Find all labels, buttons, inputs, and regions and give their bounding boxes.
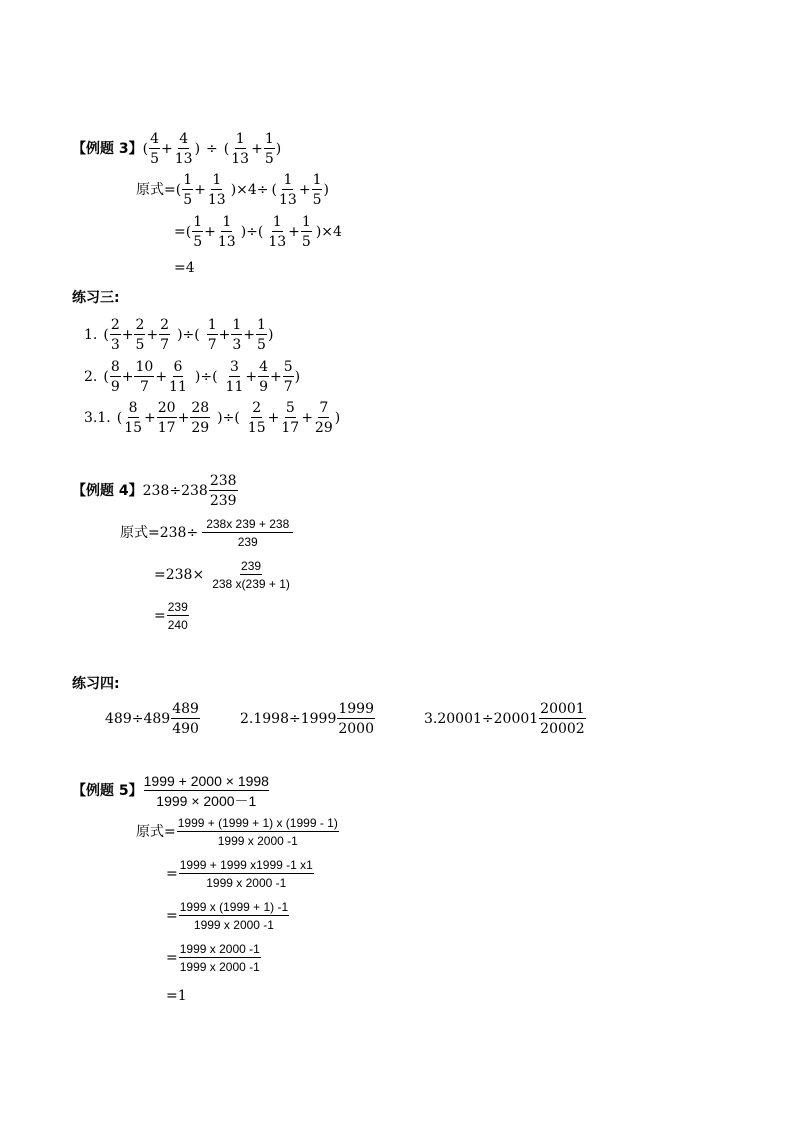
ex3-step3: =4 (174, 260, 195, 276)
ex5-step3: = $\frac{1999 x (1999 + 1) -1}{1999 x 2000 -1}$ (166, 900, 289, 932)
fraction: $\frac{238x 239 + 238}{239}$ (202, 518, 293, 548)
fraction: $\frac{8}{9}$ (110, 359, 120, 395)
fraction: $\frac{489}{490}$ (172, 701, 199, 737)
fraction: $\frac{1}{5}$ (193, 214, 203, 250)
fraction: $\frac{1}{5}$ (312, 172, 322, 208)
fraction: $\frac{2}{7}$ (160, 317, 170, 353)
practice3-item-1: 1. ( $\frac{2}{3}$ + $\frac{2}{5}$ + $\frac{2}{7}$ )÷( $\frac{1}{7}$ + $\frac{1}{3}$ + $\frac{1}{5}$ ) (84, 317, 274, 353)
ex5-step2: = $\frac{1999 + 1999 x1999 -1 x1}{1999 x 2000 -1}$ (166, 858, 313, 890)
ex5-question (72, 774, 270, 808)
fraction: $\frac{1}{5}$ (301, 214, 311, 250)
fraction: $\frac{10}{7}$ (135, 359, 154, 395)
fraction: $\frac{1999 x (1999 + 1) -1}{1999 x 2000 -1}$ (179, 900, 289, 932)
fraction: $\frac{2}{3}$ (110, 317, 120, 353)
fraction: $\frac{1}{5}$ (183, 172, 193, 208)
ex5-step4: = $\frac{1999 x 2000 -1}{1999 x 2000 -1}$ (166, 942, 260, 974)
fraction: $\frac{1}{5}$ (257, 317, 266, 353)
fraction: $\frac{1}{13}$ (217, 214, 236, 250)
practice4-item-3: 3.20001÷20001 $\frac{20001}{20002}$ (424, 701, 585, 737)
ex3-step1: 原式= ( $\frac{1}{5}$ + $\frac{1}{13}$ )×4÷ ( $\frac{1}{13}$ + $\frac{1}{5}$ ) (136, 172, 329, 208)
fraction: $\frac{1999 + (1999 + 1) x (1999 - 1)}{1999 x 2000 -1}$ (177, 816, 338, 848)
ex4-step3: = $\frac{239}{240}$ (154, 600, 188, 632)
fraction: $\frac{6}{11}$ (169, 359, 187, 395)
fraction: $\frac{20001}{20002}$ (540, 701, 585, 737)
ex5-label: 【例题 5】 (72, 783, 143, 799)
ex5-step1: 原式= $\frac{1999 + (1999 + 1) x (1999 - 1)}{1999 x 2000 -1}$ (136, 816, 338, 848)
fraction: $\frac{1999 + 1999 x1999 -1 x1}{1999 x 2000 -1}$ (179, 858, 313, 890)
fraction: $\frac{238}{239}$ (209, 473, 237, 509)
ex3-label: 【例题 3】 (72, 141, 143, 157)
practice3-label: 练习三: (72, 290, 120, 306)
fraction: $\frac{1999 + 2000 \times 1998}{1999 \times 2000-1}$ (143, 773, 269, 809)
practice4-label: 练习四: (72, 676, 120, 692)
ex4-step1: 原式=238÷ $\frac{238x 239 + 238}{239}$ (120, 518, 294, 548)
practice4-item-1: 489÷489 $\frac{489}{490}$ (105, 701, 199, 737)
fraction: $\frac{2}{15}$ (247, 400, 266, 436)
fraction: $\frac{1999}{2000}$ (338, 701, 374, 737)
fraction: $\frac{1}{7}$ (207, 317, 217, 353)
ex3-question: 【例题 3】 ( $\frac{4}{5}$ + $\frac{4}{13}$ ) ÷ ( $\frac{1}{13}$ + $\frac{1}{5}$ ) (72, 131, 282, 167)
ex3-step2: =( $\frac{1}{5}$ + $\frac{1}{13}$ )÷( $\frac{1}{13}$ + $\frac{1}{5}$ )×4 (174, 214, 342, 250)
ex5-step5: =1 (166, 988, 187, 1004)
fraction: $\frac{1}{13}$ (207, 172, 226, 208)
fraction: $\frac{4}{5}$ (150, 131, 160, 167)
fraction: $\frac{7}{29}$ (314, 400, 333, 436)
fraction: $\frac{3}{11}$ (225, 359, 244, 395)
fraction: $\frac{1}{5}$ (264, 131, 274, 167)
ex4-step2: =238× $\frac{239}{238 x(239 + 1)}$ (154, 560, 295, 590)
fraction: $\frac{1999 x 2000 -1}{1999 x 2000 -1}$ (179, 942, 260, 974)
fraction: $\frac{1}{13}$ (231, 131, 250, 167)
practice3-item-2: 2. ( $\frac{8}{9}$ + $\frac{10}{7}$ + $\frac{6}{11}$ )÷( $\frac{3}{11}$ + $\frac{4}{9}$ + $\frac{5}{7}$ ) (84, 359, 301, 395)
ex4-label: 【例题 4】 (72, 483, 143, 499)
fraction: $\frac{239}{238 x(239 + 1)}$ (212, 559, 290, 591)
fraction: $\frac{5}{17}$ (281, 400, 300, 436)
fraction: $\frac{20}{17}$ (157, 400, 176, 436)
fraction: $\frac{1}{13}$ (279, 172, 297, 208)
fraction: $\frac{5}{7}$ (283, 359, 293, 395)
fraction: $\frac{1}{13}$ (268, 214, 287, 250)
fraction: $\frac{28}{29}$ (191, 400, 210, 436)
fraction: $\frac{239}{240}$ (167, 600, 188, 632)
fraction: $\frac{2}{5}$ (135, 317, 145, 353)
practice4-item-2: 2.1998÷1999 $\frac{1999}{2000}$ (240, 701, 374, 737)
fraction: $\frac{4}{13}$ (174, 131, 193, 167)
fraction: $\frac{4}{9}$ (259, 359, 269, 395)
fraction: $\frac{1}{3}$ (232, 317, 242, 353)
fraction: $\frac{8}{15}$ (124, 400, 143, 436)
practice3-item-3: 3.1. ( $\frac{8}{15}$ + $\frac{20}{17}$ + $\frac{28}{29}$ )÷( $\frac{2}{15}$ + $\frac{5}{17}$ + $\frac{7}{29}$ ) (84, 400, 341, 436)
ex4-question: 【例题 4】 238÷238 $\frac{238}{239}$ (72, 473, 237, 509)
